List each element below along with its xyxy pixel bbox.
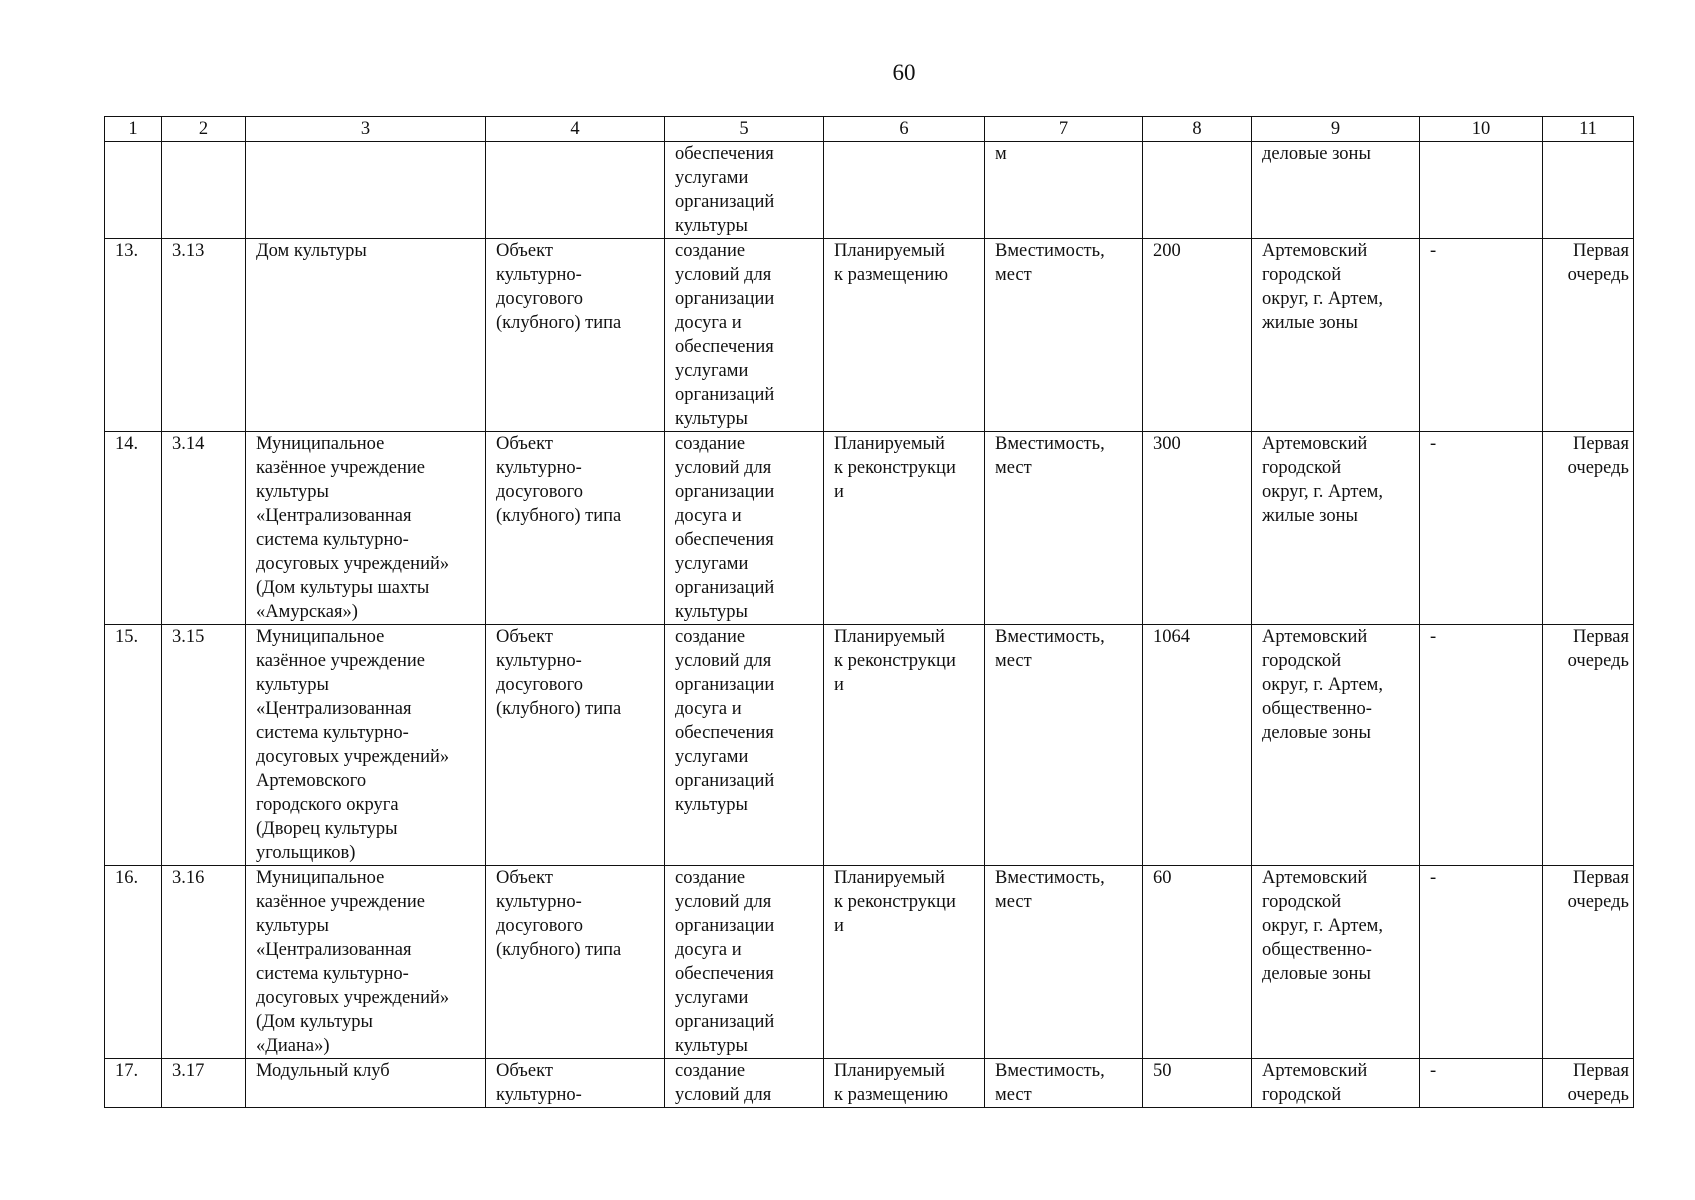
implementation-stage: Первая очередь — [1543, 1059, 1634, 1108]
row-number: 13. — [105, 239, 162, 432]
planning-table — [104, 116, 1634, 1108]
column-number: 6 — [824, 117, 985, 142]
object-name: Муниципальное казённое учреждение культуры «Централизованная система культурно- досуговых учреждений» Артемовского городского округа (Дворец культуры угольщиков) — [246, 625, 486, 866]
implementation-stage: Первая очередь — [1543, 432, 1634, 625]
characteristic-value: 50 — [1143, 1059, 1252, 1108]
object-type: Объект культурно- досугового (клубного) типа — [486, 239, 665, 432]
location: Артемовский городской округ, г. Артем, общественно- деловые зоны — [1252, 866, 1420, 1059]
column-number-row — [105, 117, 1634, 142]
object-type: Объект культурно- досугового (клубного) типа — [486, 625, 665, 866]
table-row — [105, 239, 1634, 432]
implementation-stage — [1543, 142, 1634, 239]
object-type: Объект культурно- досугового (клубного) типа — [486, 432, 665, 625]
object-name: Дом культуры — [246, 239, 486, 432]
implementation-stage: Первая очередь — [1543, 625, 1634, 866]
location: Артемовский городской — [1252, 1059, 1420, 1108]
object-status: Планируемый к реконструкци и — [824, 866, 985, 1059]
object-type — [486, 142, 665, 239]
implementation-stage: Первая очередь — [1543, 239, 1634, 432]
column-number: 2 — [162, 117, 246, 142]
object-purpose: обеспечения услугами организаций культуры — [665, 142, 824, 239]
location: Артемовский городской округ, г. Артем, общественно- деловые зоны — [1252, 625, 1420, 866]
object-purpose: создание условий для организации досуга и обеспечения услугами организаций культуры — [665, 625, 824, 866]
object-type: Объект культурно- досугового (клубного) типа — [486, 866, 665, 1059]
item-code: 3.15 — [162, 625, 246, 866]
object-name: Модульный клуб — [246, 1059, 486, 1108]
column-number: 3 — [246, 117, 486, 142]
column-number: 7 — [985, 117, 1143, 142]
table-row — [105, 866, 1634, 1059]
characteristic-value: 200 — [1143, 239, 1252, 432]
zone-type: - — [1420, 866, 1543, 1059]
table-row — [105, 142, 1634, 239]
item-code: 3.16 — [162, 866, 246, 1059]
row-number: 16. — [105, 866, 162, 1059]
object-status: Планируемый к реконструкци и — [824, 432, 985, 625]
column-number: 5 — [665, 117, 824, 142]
object-purpose: создание условий для организации досуга и обеспечения услугами организаций культуры — [665, 432, 824, 625]
column-number: 11 — [1543, 117, 1634, 142]
zone-type — [1420, 142, 1543, 239]
characteristic-value: 300 — [1143, 432, 1252, 625]
object-name: Муниципальное казённое учреждение культуры «Централизованная система культурно- досуговых учреждений» (Дом культуры «Диана») — [246, 866, 486, 1059]
row-number: 17. — [105, 1059, 162, 1108]
object-type: Объект культурно- — [486, 1059, 665, 1108]
characteristic: Вместимость, мест — [985, 625, 1143, 866]
column-number: 4 — [486, 117, 665, 142]
zone-type: - — [1420, 1059, 1543, 1108]
column-number: 8 — [1143, 117, 1252, 142]
item-code: 3.14 — [162, 432, 246, 625]
zone-type: - — [1420, 432, 1543, 625]
item-code — [162, 142, 246, 239]
row-number: 14. — [105, 432, 162, 625]
item-code: 3.13 — [162, 239, 246, 432]
zone-type: - — [1420, 239, 1543, 432]
item-code: 3.17 — [162, 1059, 246, 1108]
zone-type: - — [1420, 625, 1543, 866]
implementation-stage: Первая очередь — [1543, 866, 1634, 1059]
location: Артемовский городской округ, г. Артем, жилые зоны — [1252, 432, 1420, 625]
column-number: 1 — [105, 117, 162, 142]
characteristic: Вместимость, мест — [985, 239, 1143, 432]
row-number: 15. — [105, 625, 162, 866]
table-row — [105, 432, 1634, 625]
object-purpose: создание условий для организации досуга и обеспечения услугами организаций культуры — [665, 866, 824, 1059]
object-name — [246, 142, 486, 239]
object-status: Планируемый к размещению — [824, 1059, 985, 1108]
column-number: 9 — [1252, 117, 1420, 142]
object-status — [824, 142, 985, 239]
characteristic: Вместимость, мест — [985, 1059, 1143, 1108]
characteristic-value — [1143, 142, 1252, 239]
characteristic-value: 1064 — [1143, 625, 1252, 866]
page-number: 60 — [892, 60, 916, 85]
characteristic: м — [985, 142, 1143, 239]
row-number — [105, 142, 162, 239]
object-status: Планируемый к размещению — [824, 239, 985, 432]
table-row — [105, 625, 1634, 866]
table-row — [105, 1059, 1634, 1108]
location: Артемовский городской округ, г. Артем, жилые зоны — [1252, 239, 1420, 432]
object-purpose: создание условий для — [665, 1059, 824, 1108]
object-name: Муниципальное казённое учреждение культуры «Централизованная система культурно- досуговых учреждений» (Дом культуры шахты «Амурская») — [246, 432, 486, 625]
location: деловые зоны — [1252, 142, 1420, 239]
characteristic: Вместимость, мест — [985, 432, 1143, 625]
characteristic-value: 60 — [1143, 866, 1252, 1059]
object-purpose: создание условий для организации досуга и обеспечения услугами организаций культуры — [665, 239, 824, 432]
column-number: 10 — [1420, 117, 1543, 142]
object-status: Планируемый к реконструкци и — [824, 625, 985, 866]
characteristic: Вместимость, мест — [985, 866, 1143, 1059]
